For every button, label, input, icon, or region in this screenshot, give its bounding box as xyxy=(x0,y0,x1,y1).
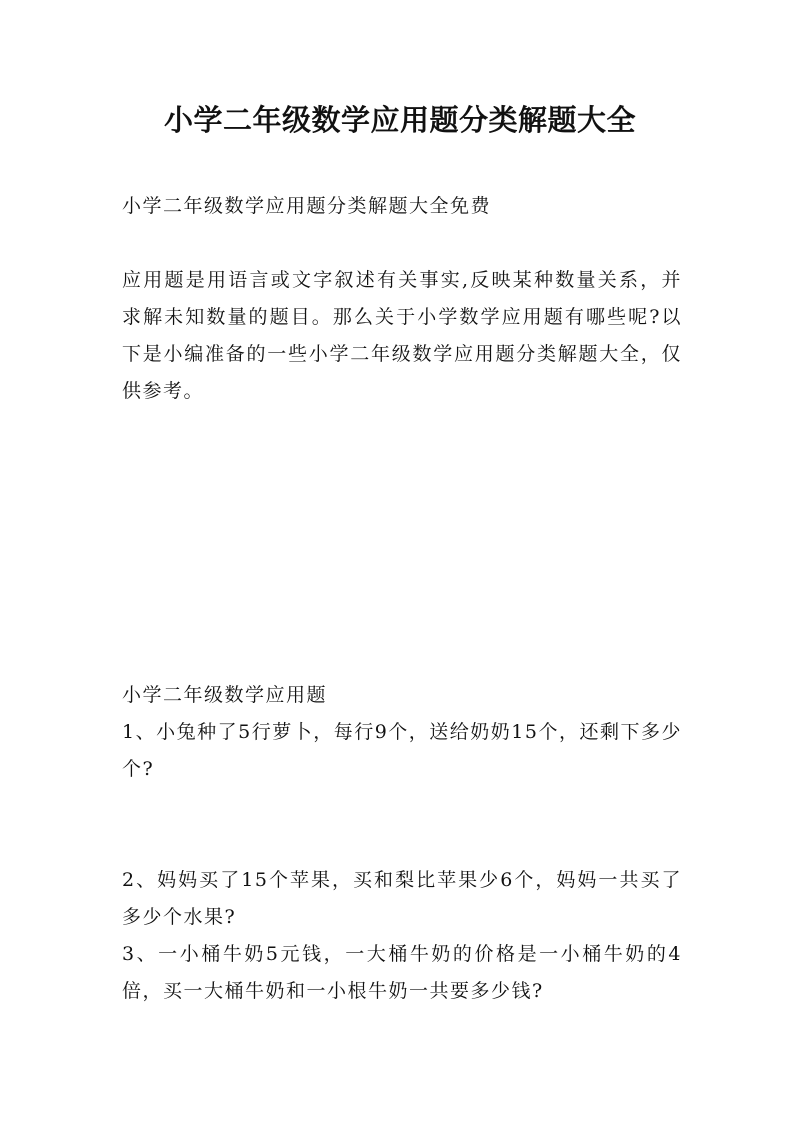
document-title: 小学二年级数学应用题分类解题大全 xyxy=(163,103,636,137)
question-2: 2、妈妈买了15个苹果，买和梨比苹果少6个，妈妈一共买了多少个水果? xyxy=(122,869,682,928)
intro-paragraph: 应用题是用语言或文字叙述有关事实,反映某种数量关系，并求解未知数量的题目。那么关于小学数学应用题有哪些呢?以下是小编准备的一些小学二年级数学应用题分类解题大全，仅供参考。 xyxy=(122,269,682,402)
question-1: 1、小兔种了5行萝卜，每行9个，送给奶奶15个，还剩下多少个? xyxy=(122,721,682,780)
document-subtitle: 小学二年级数学应用题分类解题大全免费 xyxy=(122,195,492,217)
question-3: 3、一小桶牛奶5元钱，一大桶牛奶的价格是一小桶牛奶的4倍，买一大桶牛奶和一小根牛奶一共要多少钱? xyxy=(122,943,682,1002)
section-heading: 小学二年级数学应用题 xyxy=(122,684,328,706)
